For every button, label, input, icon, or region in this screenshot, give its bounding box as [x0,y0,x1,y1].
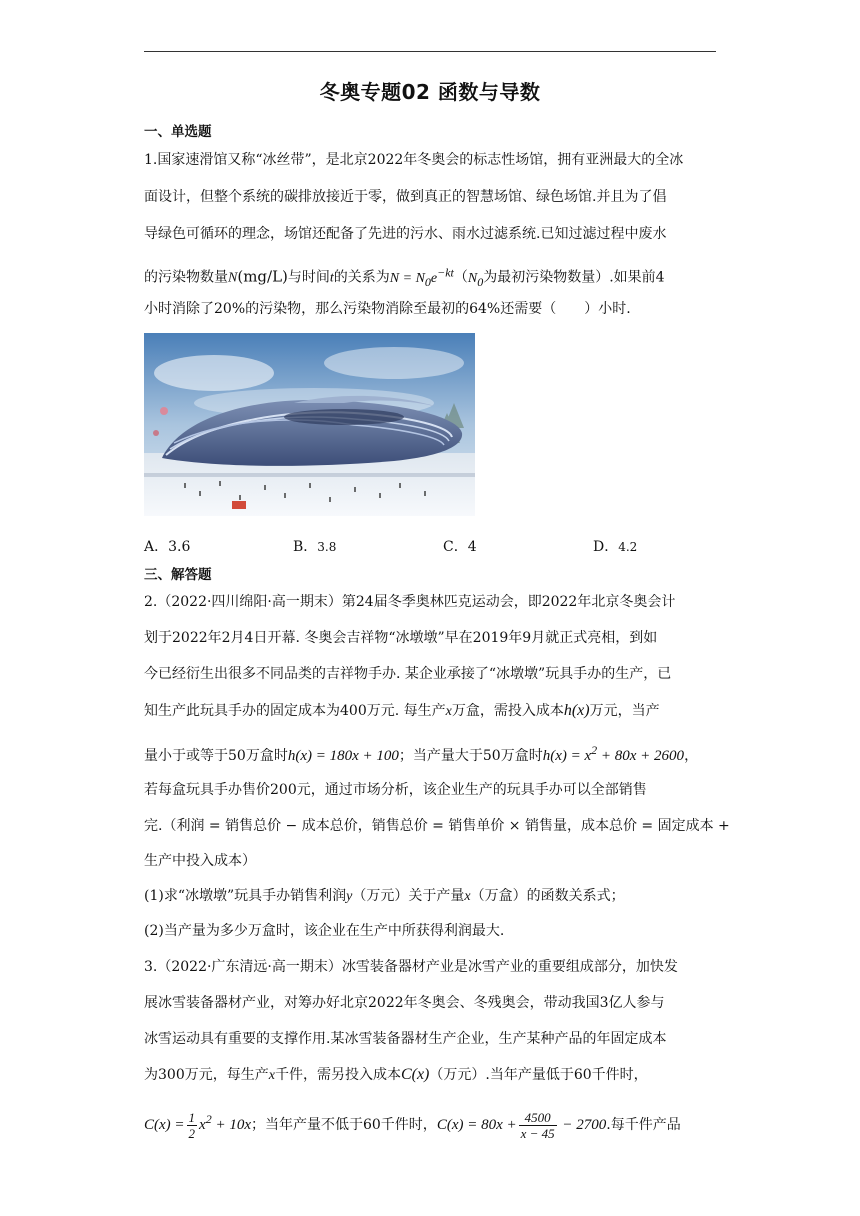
option-b[interactable]: B．3.8 [293,539,337,555]
q2-line-8: 生产中投入成本） [144,853,256,869]
q1-line-3: 导绿色可循环的理念，场馆还配备了先进的污水、雨水过滤系统.已知过滤过程中废水 [144,226,667,242]
page-title: 冬奥专题02 函数与导数 [319,80,541,104]
formula-c2: C(x) = 80x + $\frac{4500}{x - 45}$ − 2700 [436,1110,607,1142]
q1-line-2: 面设计，但整个系统的碳排放接近于零，做到真正的智慧场馆、绿色场馆.并且为了倡 [144,189,667,205]
q3-line-3: 冰雪运动具有重要的支撑作用.某冰雪装备器材生产企业，生产某种产品的年固定成本 [144,1031,667,1047]
option-a[interactable]: A．3.6 [144,539,191,555]
unit-mgl: (mg/L) [237,267,288,286]
symbol-n0: $N_0$ [467,270,484,289]
stadium-photo [144,333,475,516]
q2-line-1: 2.（2022·四川绵阳·高一期末）第24届冬季奥林匹克运动会，即2022年北京冬奥会计 [144,594,676,610]
q1-line-5: 小时消除了20%的污染物，那么污染物消除至最初的64%还需要（ ）小时. [144,301,631,317]
header-rule [144,51,716,52]
q2-line-7: 完.（利润 = 销售总价 − 成本总价，销售总价 = 销售单价 × 销售量，成本总价 = 固定成本 + [144,818,730,834]
option-c[interactable]: C．4 [443,539,477,555]
option-d[interactable]: D．4.2 [593,539,638,555]
q3-line-5: C(x) = $\frac{1}{2}$ $x^2 + 10x$；当年产量不低于60千件时，C(x) = 80x + $\frac{4500}{x - 45}$ − 2700.每千件产品 [144,1110,681,1142]
q3-line-1: 3.（2022·广东清远·高一期末）冰雪装备器材产业是冰雪产业的重要组成部分，加快发 [144,959,678,975]
q2-line-2: 划于2022年2月4日开幕. 冬奥会吉祥物“冰墩墩”早在2019年9月就正式亮相，到如 [144,630,658,646]
q3-line-4: 为300万元，每生产x千件，需另投入成本C(x)（万元）.当年产量低于60千件时， [144,1066,648,1083]
q2-part-1: (1)求“冰墩墩”玩具手办销售利润y（万元）关于产量x（万盒）的函数关系式； [144,888,625,904]
section-answer: 三、解答题 [144,567,212,583]
q2-part-2: (2)当产量为多少万盒时，该企业在生产中所获得利润最大. [144,923,505,939]
formula-h2: $h(x) = x^2 + 80x + 2600$ [542,743,685,764]
section-single-choice: 一、单选题 [144,124,212,140]
q3-line-2: 展冰雪装备器材产业，对筹办好北京2022年冬奥会、冬残奥会，带动我国3亿人参与 [144,995,665,1011]
symbol-t: t [329,270,334,286]
q2-line-5: 量小于或等于50万盒时h(x) = 180x + 100；当产量大于50万盒时$h(x) = x^2 + 80x + 2600$， [144,743,699,764]
q1-line-4: 的污染物数量N(mg/L)与时间t的关系为$N = N_0e^{-kt}(N_0$为最初污染物数量）.如果前4 [144,265,665,289]
q2-line-4: 知生产此玩具手办的固定成本为400万元. 每生产x万盒，需投入成本h(x)万元，当产 [144,702,660,719]
q2-line-3: 今已经衍生出很多不同品类的吉祥物手办. 某企业承接了“冰墩墩”玩具手办的生产，已 [144,666,672,682]
q1-line-1: 1.国家速滑馆又称“冰丝带”，是北京2022年冬奥会的标志性场馆，拥有亚洲最大的全冰 [144,152,684,168]
formula-c1: C(x) = $\frac{1}{2}$ $x^2 + 10x$ [144,1110,251,1142]
formula-h1: h(x) = 180x + 100 [287,748,399,764]
q2-line-6: 若每盒玩具手办售价200元，通过市场分析，该企业生产的玩具手办可以全部销售 [144,782,647,798]
formula-decay: $N = N_0e^{-kt}$ [389,265,454,289]
symbol-n: N [228,270,238,286]
